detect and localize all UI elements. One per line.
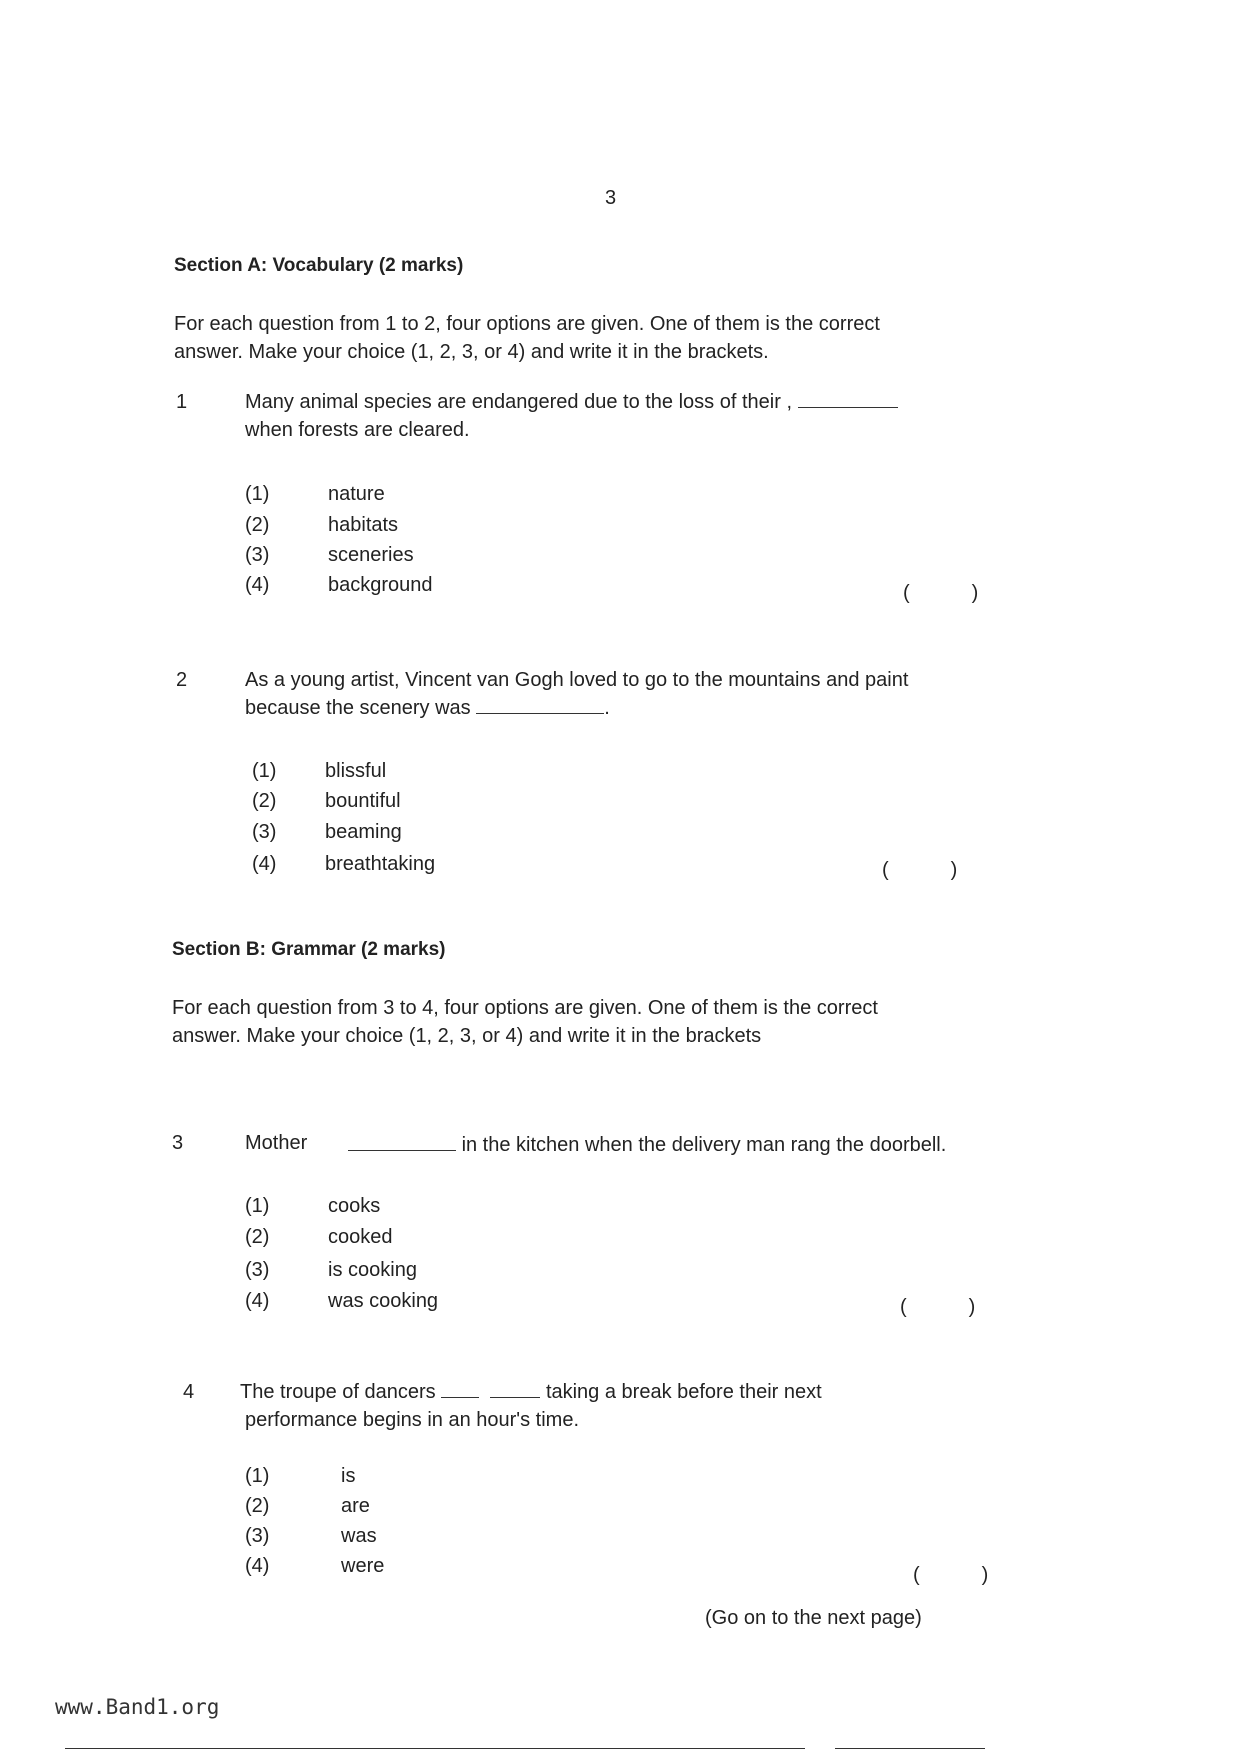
- watermark: www.Band1.org: [55, 1695, 220, 1719]
- question-text: Many animal species are endangered due to the loss of their ,: [245, 392, 898, 412]
- question-line: Many animal species are endangered due to the loss of their: [245, 391, 781, 413]
- question-text: when forests are cleared.: [245, 419, 470, 441]
- bracket-open: (: [903, 582, 910, 604]
- question-number: 2: [176, 669, 188, 691]
- option-number: (2): [252, 790, 277, 812]
- option-1: [245, 483, 385, 505]
- question-text: As a young artist, Vincent van Gogh loved to go to the mountains and paint: [245, 669, 909, 691]
- section-a-instructions-1: For each question from 1 to 2, four options are given. One of them is the correct: [174, 313, 880, 335]
- question-line: The troupe of dancers: [240, 1381, 436, 1403]
- option-2: [252, 790, 401, 812]
- section-b-heading: Section B: Grammar (2 marks): [172, 939, 446, 960]
- option-text: beaming: [325, 821, 402, 843]
- option-number: (1): [245, 1465, 270, 1487]
- option-text: was cooking: [328, 1290, 439, 1312]
- bracket-close: ): [950, 859, 958, 881]
- answer-brackets[interactable]: [900, 1297, 975, 1317]
- option-number: (3): [245, 1525, 270, 1547]
- bracket-open: (: [900, 1296, 907, 1318]
- option-number: (2): [245, 1226, 270, 1248]
- bottom-rule: [65, 1748, 805, 1749]
- option-4: [245, 574, 433, 596]
- option-3: [252, 821, 402, 843]
- option-4: [245, 1290, 439, 1312]
- bracket-open: (: [913, 1564, 920, 1586]
- option-text: breathtaking: [325, 853, 436, 875]
- answer-blank: [348, 1149, 456, 1151]
- question-line: taking a break before their next: [545, 1381, 822, 1403]
- question-text: [240, 1382, 822, 1402]
- option-text: habitats: [328, 514, 399, 536]
- option-number: (1): [245, 1195, 270, 1217]
- question-number: 3: [172, 1132, 184, 1154]
- answer-blank: [441, 1396, 479, 1398]
- option-number: (2): [245, 1495, 270, 1517]
- option-4: [252, 853, 436, 875]
- option-text: blissful: [325, 760, 387, 782]
- option-3: [245, 1259, 417, 1281]
- question-text: Mother: [245, 1132, 308, 1154]
- question-line: in the kitchen when the delivery man rang the doorbell.: [461, 1134, 947, 1156]
- option-2: [245, 514, 399, 536]
- option-text: was: [341, 1525, 377, 1547]
- option-text: is cooking: [328, 1259, 417, 1281]
- answer-brackets[interactable]: [903, 583, 978, 603]
- answer-blank: [476, 712, 604, 714]
- option-number: (4): [245, 574, 270, 596]
- option-text: cooked: [328, 1226, 393, 1248]
- page-number: 3: [605, 187, 617, 209]
- option-1: [252, 760, 387, 782]
- option-text: background: [328, 574, 433, 596]
- section-a-instructions-2: answer. Make your choice (1, 2, 3, or 4) and write it in the brackets.: [174, 341, 769, 363]
- option-4: [245, 1555, 385, 1577]
- option-number: (3): [245, 544, 270, 566]
- bracket-close: ): [981, 1564, 989, 1586]
- option-1: [245, 1195, 381, 1217]
- question-text: because the scenery was .: [245, 697, 610, 719]
- bracket-open: (: [882, 859, 889, 881]
- answer-brackets[interactable]: [913, 1565, 988, 1585]
- option-number: (4): [245, 1555, 270, 1577]
- option-number: (4): [245, 1290, 270, 1312]
- section-b-instructions-2: answer. Make your choice (1, 2, 3, or 4) and write it in the brackets: [172, 1025, 762, 1047]
- section-a-heading: Section A: Vocabulary (2 marks): [174, 255, 464, 276]
- bracket-close: ): [968, 1296, 976, 1318]
- answer-blank: [798, 406, 898, 408]
- option-number: (3): [252, 821, 277, 843]
- option-text: is: [341, 1465, 356, 1487]
- question-number: 4: [183, 1381, 195, 1403]
- option-text: are: [341, 1495, 370, 1517]
- go-on-note: (Go on to the next page): [705, 1607, 922, 1629]
- option-text: nature: [328, 483, 385, 505]
- option-number: (1): [245, 483, 270, 505]
- question-text: [348, 1135, 946, 1155]
- option-1: [245, 1465, 356, 1487]
- option-2: [245, 1495, 370, 1517]
- answer-brackets[interactable]: [882, 860, 957, 880]
- option-2: [245, 1226, 393, 1248]
- option-text: were: [341, 1555, 385, 1577]
- section-b-instructions-1: For each question from 3 to 4, four options are given. One of them is the correct: [172, 997, 878, 1019]
- option-3: [245, 544, 414, 566]
- option-text: bountiful: [325, 790, 401, 812]
- question-number: 1: [176, 391, 188, 413]
- option-3: [245, 1525, 377, 1547]
- option-number: (4): [252, 853, 277, 875]
- bottom-rule: [835, 1748, 985, 1749]
- option-number: (3): [245, 1259, 270, 1281]
- bracket-close: ): [971, 582, 979, 604]
- option-number: (2): [245, 514, 270, 536]
- option-number: (1): [252, 760, 277, 782]
- question-line: because the scenery was: [245, 697, 471, 719]
- answer-blank: [490, 1396, 540, 1398]
- option-text: cooks: [328, 1195, 381, 1217]
- option-text: sceneries: [328, 544, 414, 566]
- question-text: performance begins in an hour's time.: [245, 1409, 579, 1431]
